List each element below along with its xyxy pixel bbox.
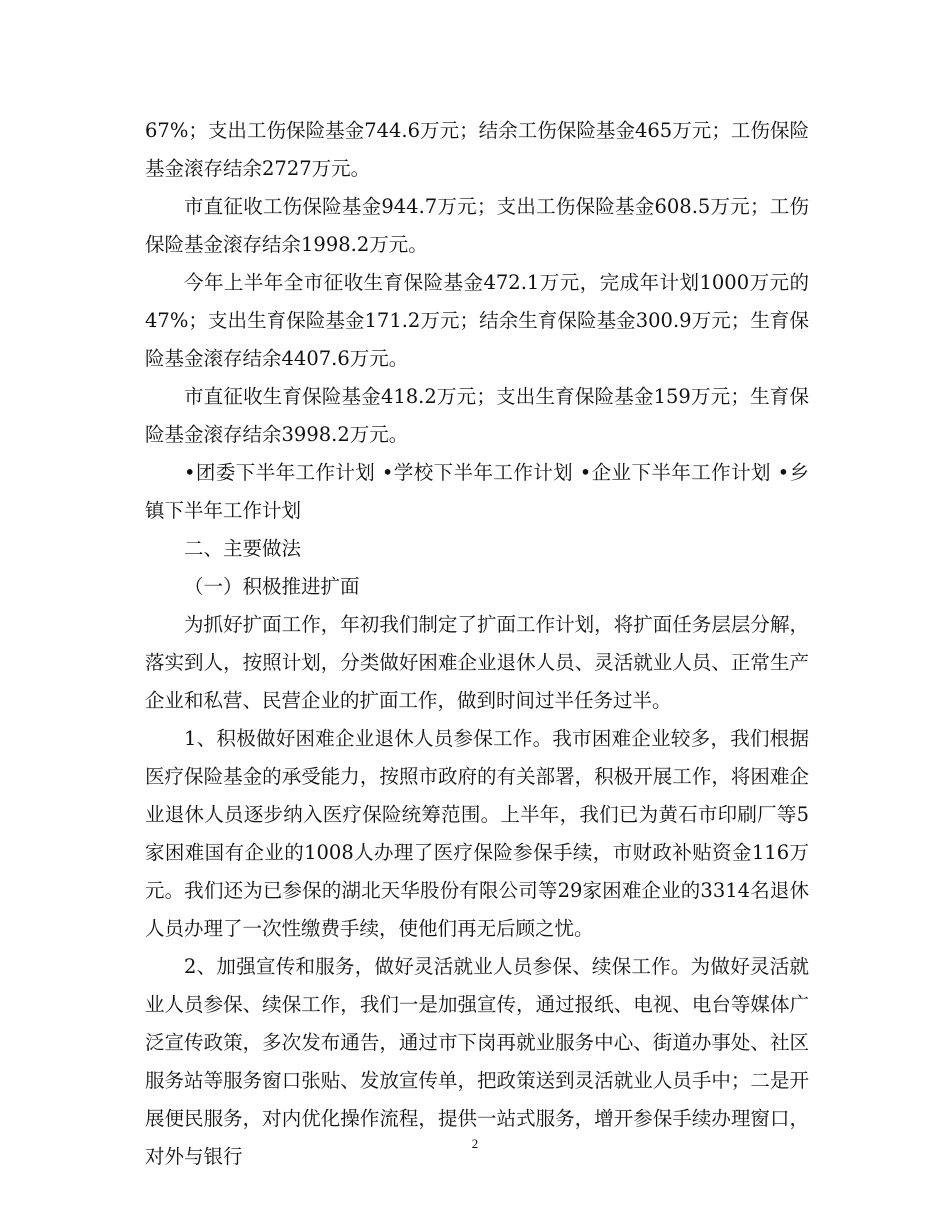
paragraph-2: 市直征收工伤保险基金944.7万元；支出工伤保险基金608.5万元；工伤保险基金滚存结余1998.2万元。 — [145, 195, 809, 256]
paragraph-10: 2、加强宣传和服务，做好灵活就业人员参保、续保工作。为做好灵活就业人员参保、续保工作，我们一是加强宣传，通过报纸、电视、电台等媒体广泛宣传政策，多次发布通告，通过市下岗再就业服务中心、街道办事处、社区服务站等服务窗口张贴、发放宣传单，把政策送到灵活就业人员手中；二是开展便民服务，对内优化操作流程，提供一站式服务，增开参保手续办理窗口，对外与银行 — [145, 955, 809, 1168]
paragraph-4: 市直征收生育保险基金418.2万元；支出生育保险基金159万元；生育保险基金滚存结余3998.2万元。 — [145, 385, 809, 446]
page-number: 2 — [471, 1136, 479, 1151]
related-links-line: •团委下半年工作计划 •学校下半年工作计划 •企业下半年工作计划 •乡镇下半年工作计划 — [145, 461, 809, 522]
paragraph-3: 今年上半年全市征收生育保险基金472.1万元，完成年计划1000万元的47%；支出生育保险基金171.2万元；结余生育保险基金300.9万元；生育保险基金滚存结余4407.6万元。 — [145, 271, 809, 370]
paragraph-9: 1、积极做好困难企业退休人员参保工作。我市困难企业较多，我们根据医疗保险基金的承受能力，按照市政府的有关部署，积极开展工作，将困难企业退休人员逐步纳入医疗保险统筹范围。上半年，我们已为黄石市印刷厂等5家困难国有企业的1008人办理了医疗保险参保手续，市财政补贴资金116万元。我们还为已参保的湖北天华股份有限公司等29家困难企业的3314名退休人员办理了一次性缴费手续，使他们再无后顾之忧。 — [145, 727, 809, 940]
paragraph-1: 67%；支出工伤保险基金744.6万元；结余工伤保险基金465万元；工伤保险基金滚存结余2727万元。 — [145, 119, 809, 180]
section-heading: 二、主要做法 — [184, 537, 302, 560]
paragraph-8: 为抓好扩面工作，年初我们制定了扩面工作计划，将扩面任务层层分解，落实到人，按照计划，分类做好困难企业退休人员、灵活就业人员、正常生产企业和私营、民营企业的扩面工作，做到时间过半任务过半。 — [145, 613, 809, 712]
subsection-heading: （一）积极推进扩面 — [184, 575, 360, 598]
document-body — [145, 112, 809, 1176]
